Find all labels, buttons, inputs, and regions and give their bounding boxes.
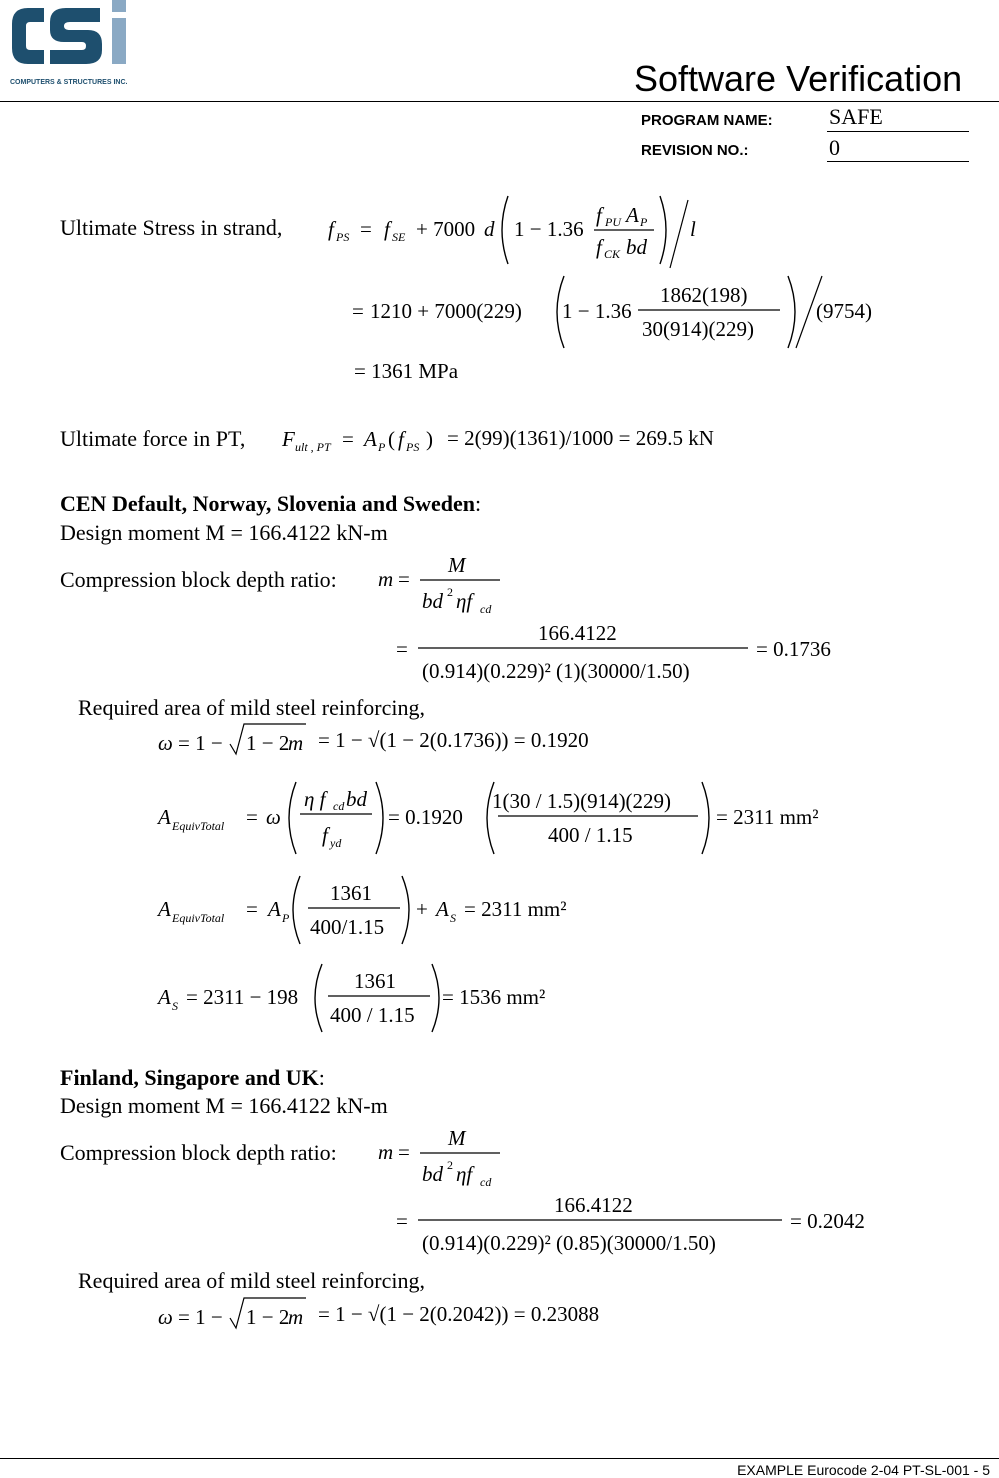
svg-text:A: A [158,985,171,1009]
svg-text:A: A [626,203,639,227]
svg-text:P: P [378,440,386,454]
svg-text:=: = [396,1209,408,1233]
svg-text:=: = [246,897,258,921]
strand-sub-num: 1210 + 7000(229) [370,299,522,323]
svg-text:F: F [282,427,295,451]
svg-text:=: = [396,637,408,661]
svg-text:m: m [288,1305,304,1329]
cen-required-label: Required area of mild steel reinforcing, [78,695,425,720]
svg-text:f: f [328,217,334,241]
svg-text:f: f [384,217,390,241]
svg-text:m: m [378,1140,394,1164]
cen-m-substitution [396,618,876,688]
cen-aeq2-den: 400/1.15 [310,915,385,939]
svg-text:m: m [288,731,304,755]
svg-text:EquivTotal: EquivTotal [172,911,225,925]
cen-aeq-result: = 2311 mm² [716,805,819,829]
program-name-underline [827,131,969,132]
svg-text:=: = [342,427,354,451]
logo [8,0,143,92]
svg-text:S: S [172,999,178,1013]
cen-aequiv-formula [158,778,858,858]
svg-text:=: = [398,567,410,591]
svg-text:P: P [640,215,648,229]
cen-aequiv2-formula [158,870,638,950]
svg-text:+: + [416,897,428,921]
revision-label: REVISION NO.: [641,142,749,159]
svg-text:d: d [484,217,495,241]
svg-text:CK: CK [604,247,621,261]
svg-text:M: M [448,1126,466,1150]
page-title: Software Verification [634,58,963,99]
svg-text:= 1 −: = 1 − [178,731,223,755]
svg-text:EquivTotal: EquivTotal [172,819,225,833]
svg-text:PS: PS [336,230,350,244]
svg-text:1 − 1.36: 1 − 1.36 [514,217,584,241]
svg-text:A: A [436,897,449,921]
svg-text:2: 2 [447,585,453,599]
cen-aeq-num: 1(30 / 1.5)(914)(229) [492,789,672,813]
svg-text:(: ( [388,427,395,451]
footer-text: EXAMPLE Eurocode 2-04 PT-SL-001 - 5 [737,1462,990,1478]
svg-text:=: = [352,299,364,323]
footer-rule [0,1458,999,1459]
fin-omega-rhs: = 1 − √(1 − 2(0.2042)) = 0.23088 [318,1302,600,1326]
svg-text:1 − 1.36: 1 − 1.36 [562,299,632,323]
cen-omega-lhs [158,722,338,762]
svg-text:A: A [158,805,171,829]
fin-m-num: 166.4122 [554,1193,633,1217]
strand-frac-den: 30(914)(229) [642,317,754,341]
fin-design-moment: Design moment M = 166.4122 kN-m [60,1093,388,1118]
svg-text:ηf: ηf [456,589,473,613]
svg-text:η f: η f [304,787,326,811]
svg-text:cd: cd [333,799,345,813]
svg-text:=: = [246,805,258,829]
svg-text:ω: ω [158,731,173,755]
svg-text:ult , PT: ult , PT [295,440,331,454]
svg-text:=: = [398,1140,410,1164]
cen-aeq-den: 400 / 1.15 [548,823,633,847]
cen-m-result: = 0.1736 [756,637,831,661]
svg-text:S: S [450,911,456,925]
strand-frac-num: 1862(198) [660,283,748,307]
svg-text:SE: SE [392,230,406,244]
svg-text:+ 7000: + 7000 [416,217,476,241]
strand-label: Ultimate Stress in strand, [60,215,283,240]
company-name: COMPUTERS & STRUCTURES INC. [10,79,128,86]
svg-text:ηf: ηf [456,1162,473,1186]
svg-text:=: = [360,217,372,241]
svg-text:2: 2 [447,1158,453,1172]
svg-text:1 − 2: 1 − 2 [246,731,290,755]
strand-result: = 1361 MPa [354,359,459,383]
revision-underline [827,161,969,162]
svg-text:f: f [596,203,602,227]
revision-value: 0 [829,135,840,160]
svg-text:1 − 2: 1 − 2 [246,1305,290,1329]
svg-text:A: A [158,897,171,921]
fin-m-substitution [396,1190,896,1260]
cen-as-num: 1361 [354,969,396,993]
fin-m-den: (0.914)(0.229)² (0.85)(30000/1.50) [422,1231,716,1255]
cen-as-result: = 1536 mm² [442,985,546,1009]
cen-as-den: 400 / 1.15 [330,1003,415,1027]
svg-text:A: A [268,897,281,921]
cen-as-formula [158,958,638,1038]
force-label: Ultimate force in PT, [60,426,246,451]
svg-text:ω: ω [266,805,281,829]
svg-text:bd: bd [422,589,443,613]
cen-heading: CEN Default, Norway, Slovenia and Sweden: [60,491,482,516]
svg-text:cd: cd [480,602,492,616]
cen-aeq2-result: = 2311 mm² [464,897,567,921]
fin-heading: Finland, Singapore and UK: [60,1065,325,1090]
cen-aeq-coef: = 0.1920 [388,805,463,829]
svg-text:P: P [282,911,290,925]
fin-omega-lhs [158,1296,338,1336]
fin-required-label: Required area of mild steel reinforcing, [78,1268,425,1293]
svg-text:yd: yd [330,836,342,850]
cen-design-moment: Design moment M = 166.4122 kN-m [60,520,388,545]
cen-as-lhs: = 2311 − 198 [186,985,299,1009]
svg-text:A: A [364,427,377,451]
program-name-label: PROGRAM NAME: [641,112,773,129]
svg-text:m: m [378,567,394,591]
cen-m-num: 166.4122 [538,621,617,645]
svg-text:bd: bd [346,787,367,811]
svg-text:PU: PU [605,215,621,229]
svg-text:f: f [596,235,602,259]
cen-omega-rhs: = 1 − √(1 − 2(0.1736)) = 0.1920 [318,728,589,752]
strand-substitution [352,272,912,352]
svg-text:f: f [398,427,404,451]
svg-text:bd: bd [422,1162,443,1186]
svg-text:f: f [322,823,328,847]
svg-text:bd: bd [626,235,647,259]
svg-text:M: M [448,553,466,577]
svg-text:ω: ω [158,1305,173,1329]
fin-cbd-label: Compression block depth ratio: [60,1140,337,1165]
svg-text:l: l [690,217,696,241]
cen-aeq2-num: 1361 [330,881,372,905]
strand-l-value: (9754) [816,299,872,323]
svg-text:PS: PS [406,440,420,454]
svg-text:= 1 −: = 1 − [178,1305,223,1329]
fin-m-result: = 0.2042 [790,1209,865,1233]
svg-text:cd: cd [480,1175,492,1189]
cen-m-den: (0.914)(0.229)² (1)(30000/1.50) [422,659,690,683]
header-rule [0,101,999,102]
cen-m-formula [376,548,516,618]
force-equation: = 2(99)(1361)/1000 = 269.5 kN [447,426,714,450]
program-name-value: SAFE [829,104,883,129]
svg-text:): ) [426,427,433,451]
cen-cbd-label: Compression block depth ratio: [60,567,337,592]
strand-formula [320,190,720,270]
fin-m-formula [376,1121,516,1191]
